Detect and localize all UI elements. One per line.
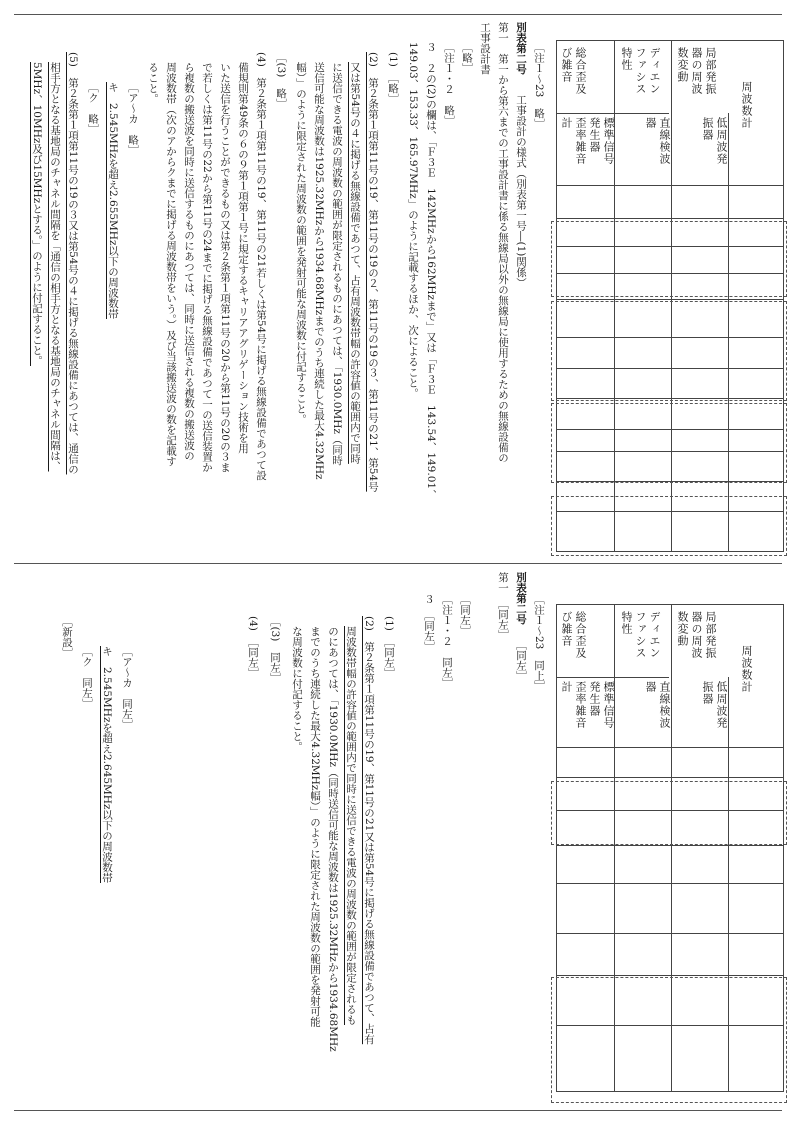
top-note-1-23: ［注１～23 略］: [533, 42, 545, 129]
sub-header-low-freq: 低周波発 振器: [701, 117, 728, 165]
bottom-form-table: [556, 604, 784, 1092]
top-para-4c: いた送信を行うことができるもの又は第２条第１項第11号の20から第11号の20の３ま: [219, 62, 231, 473]
top-para-2a: (2) 第２条第１項第11号の19、第11号の19の２、第11号の19の３、第11号の21、第54号: [367, 52, 379, 492]
bottom-para-3: ［(3) 同左］: [269, 616, 281, 684]
top-para-5b: 相手方となる基地局のチャネル間隔を「通信の相手方となる基地局のチャネル間隔は、: [49, 62, 61, 472]
top-heading-text: 工事設計の様式（別表第一号―(1)関係）: [515, 84, 527, 288]
bottom-list-a-ka: ［ア～カ 同左］: [121, 646, 133, 730]
top-para-4f: 周波数帯（次のアからクまでに掲げる周波数帯をいう。）及び当該搬送波の数を記載す: [165, 62, 177, 467]
top-list-ku: ［ク 略］: [87, 82, 99, 135]
b-col-header-total-distortion: 総合歪及 び雑音: [560, 611, 587, 659]
bottom-list-ku: ［ク 同左］: [81, 646, 93, 709]
top-form-table: [556, 40, 784, 552]
top-sub-heading-2: 工事設計書: [479, 22, 491, 75]
top-item-3b: 149.03、153.33、165.97MHz」のように記載するほか、次によること。: [407, 42, 419, 399]
top-item-3: ３ ２の(2)の欄は、「Ｆ３Ｅ 142MHzから162MHzまで」又は「Ｆ３Ｅ 143.54、149.01、: [425, 42, 437, 500]
top-para-4b: 備規則第49条の６の９第１項第１号に規定するキャリアアグリゲーション技術を用: [237, 62, 249, 454]
b-col-header-deemphasis: ディエン ファシス 特性: [620, 611, 661, 659]
bottom-para-1: (1) ［同左］: [383, 616, 395, 679]
bottom-heading-text: ［同左］: [515, 634, 527, 682]
bottom-para-4: (4) ［同左］: [247, 616, 259, 679]
bottom-list-ki: キ 2.545MHzを超え2.645MHz以下の周波数帯: [101, 646, 113, 883]
bottom-para-2c: のにあつては、「1930.0MHz（同時送信可能な周波数は1925.32MHzから1934.68MHz: [327, 626, 339, 1052]
col-header-frequency-meter: 周波数計: [740, 81, 753, 129]
col-header-deemphasis: ディエン ファシス 特性: [620, 47, 661, 95]
sub-header-standard-signal: 標準信号 発生器: [588, 117, 615, 165]
bottom-ryaku: ［同左］: [459, 594, 471, 636]
bottom-para-2a: (2) 第２条第１項第11号の19、第11号の21又は第54号に掲げる無線設備であつて、占有: [363, 616, 375, 1045]
top-para-5a: (5) 第２条第１項第11号の19の３又は第54号の４に掲げる無線設備にあつては、通信の: [67, 52, 79, 475]
bottom-para-2d: までのうち連続した最大4.32MHz幅）」のように限定された周波数の範囲を発射可能: [309, 626, 321, 1027]
top-list-ki: キ 2.545MHzを超え2.655MHz以下の周波数帯: [107, 82, 119, 319]
col-header-total-distortion: 総合歪及 び雑音: [560, 47, 587, 95]
top-sub-heading: 第一 第一から第六までの工事設計書に係る無線局以外の無線局に使用するための無線設備の: [497, 22, 509, 463]
b-sub-header-distortion-meter: 歪率雑音 計: [560, 681, 587, 729]
b-col-header-local-osc: 局部発振 器の周波 数変動: [676, 611, 717, 659]
top-heading-annex: 別表第二号: [515, 22, 527, 75]
top-para-1: (1) ［略］: [387, 52, 399, 104]
top-para-4e: ら複数の搬送波を同時に送信するものにあつては、同時に送信される複数の搬送波の: [183, 62, 195, 461]
top-half: [0, 0, 796, 563]
bottom-new: ［新設］: [61, 616, 73, 658]
bottom-para-2e: な周波数に付記すること。: [291, 626, 303, 752]
bottom-heading-annex: 別表第二号: [515, 572, 527, 625]
bottom-note-1-23: ［注１～23 同上］: [533, 594, 545, 692]
top-para-4a: (4) 第２条第１項第11号の19、第11号の21若しくは第54号に掲げる無線設備であつて設: [255, 52, 267, 481]
bottom-note-1-2: ［注１・２ 同左］: [441, 594, 453, 689]
top-para-4d: で若しくは第11号の22から第11号の24までに掲げる無線設備であつて一の送信装置か: [201, 62, 213, 473]
sub-header-direct: 直線検波 器: [644, 117, 671, 165]
top-para-2d: 送信可能な周波数は1925.32MHzから1934.68MHzまでのうち連続した最大4.32MHz: [313, 62, 325, 480]
col-header-local-osc: 局部発振 器の周波 数変動: [676, 47, 717, 95]
b-sub-header-standard-signal: 標準信号 発生器: [588, 681, 615, 729]
bottom-para-2b: 周波数帯幅の許容値の範囲内で同時に送信できる電波の周波数の範囲が限定されるも: [345, 626, 357, 1025]
b-sub-header-direct: 直線検波 器: [644, 681, 671, 729]
top-para-5c: 5MHz、10MHz及び15MHzとする。」のように付記すること。: [31, 62, 43, 366]
sub-header-distortion-meter: 歪率雑音 計: [560, 117, 587, 165]
top-para-2b: 又は第54号の４に掲げる無線設備であつて、占有周波数帯幅の許容値の範囲内で同時: [349, 62, 361, 464]
bottom-half: [0, 564, 796, 1110]
top-para-2e: 幅）」のように限定された周波数の範囲を発射可能な周波数に付記すること。: [295, 62, 307, 425]
b-col-header-frequency-meter: 周波数計: [740, 645, 753, 693]
b-sub-header-low-freq: 低周波発 振器: [701, 681, 728, 729]
bottom-border: [14, 1110, 782, 1111]
top-para-3: ［(3) 略］: [275, 52, 287, 109]
top-border: [14, 14, 782, 15]
top-para-2c: に送信できる電波の周波数の範囲が限定されるものにあつては、「1930.0MHz（同時: [331, 62, 343, 466]
top-ryaku: ［略］: [461, 42, 473, 74]
top-para-4g: ること。: [147, 62, 159, 104]
top-note-1-2: ［注１・２ 略］: [443, 42, 455, 126]
top-list-a-ka: ［ア～カ 略］: [127, 82, 139, 156]
bottom-sub-heading: 第一 ［同左］: [497, 572, 509, 641]
bottom-item-3: ３ ［同左］: [423, 594, 435, 652]
